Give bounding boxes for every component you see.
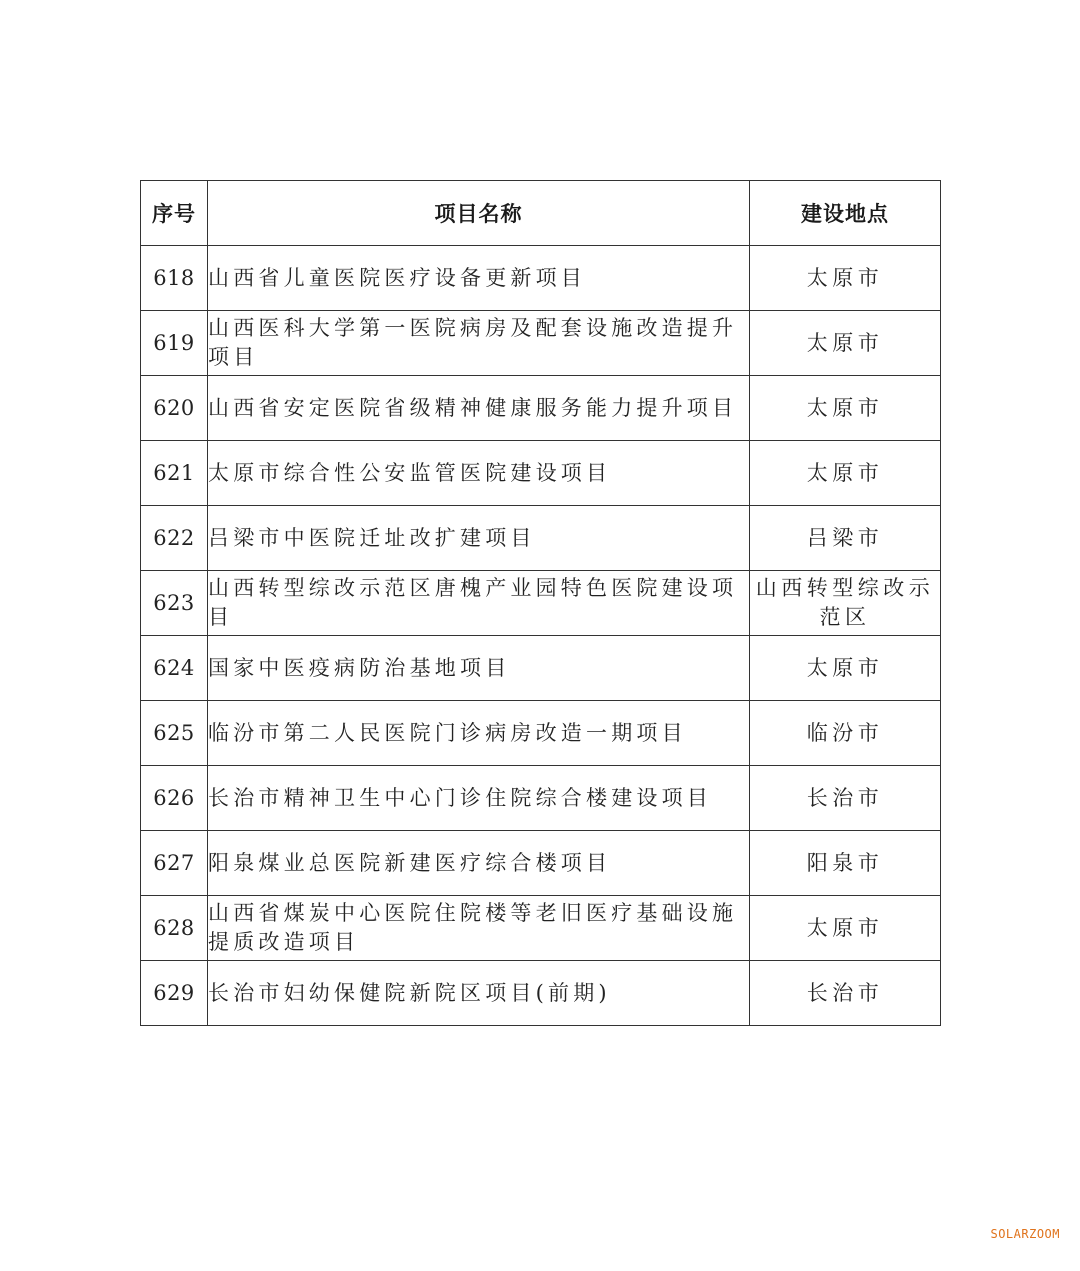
table-row bbox=[141, 961, 941, 1026]
row-serial-number: 619 bbox=[141, 311, 208, 376]
row-project-name: 阳泉煤业总医院新建医疗综合楼项目 bbox=[208, 831, 750, 896]
row-project-name: 国家中医疫病防治基地项目 bbox=[208, 636, 750, 701]
table-row bbox=[141, 636, 941, 701]
row-location: 山西转型综改示范区 bbox=[750, 571, 941, 636]
projects-table bbox=[140, 180, 941, 1026]
row-location: 吕梁市 bbox=[750, 506, 941, 571]
header-construction-location: 建设地点 bbox=[750, 181, 941, 246]
row-location: 长治市 bbox=[750, 766, 941, 831]
table-row bbox=[141, 766, 941, 831]
row-location: 太原市 bbox=[750, 376, 941, 441]
row-serial-number: 622 bbox=[141, 506, 208, 571]
row-serial-number: 627 bbox=[141, 831, 208, 896]
row-serial-number: 618 bbox=[141, 246, 208, 311]
row-location: 太原市 bbox=[750, 311, 941, 376]
row-location: 太原市 bbox=[750, 636, 941, 701]
row-serial-number: 624 bbox=[141, 636, 208, 701]
row-project-name: 吕梁市中医院迁址改扩建项目 bbox=[208, 506, 750, 571]
row-project-name: 临汾市第二人民医院门诊病房改造一期项目 bbox=[208, 701, 750, 766]
row-serial-number: 626 bbox=[141, 766, 208, 831]
row-project-name: 山西省儿童医院医疗设备更新项目 bbox=[208, 246, 750, 311]
header-project-name: 项目名称 bbox=[208, 181, 750, 246]
row-location: 太原市 bbox=[750, 246, 941, 311]
row-serial-number: 628 bbox=[141, 896, 208, 961]
row-project-name: 长治市精神卫生中心门诊住院综合楼建设项目 bbox=[208, 766, 750, 831]
row-serial-number: 625 bbox=[141, 701, 208, 766]
row-project-name: 太原市综合性公安监管医院建设项目 bbox=[208, 441, 750, 506]
table-row bbox=[141, 376, 941, 441]
row-location: 太原市 bbox=[750, 441, 941, 506]
row-project-name: 山西医科大学第一医院病房及配套设施改造提升项目 bbox=[208, 311, 750, 376]
row-serial-number: 620 bbox=[141, 376, 208, 441]
row-location: 阳泉市 bbox=[750, 831, 941, 896]
table-row bbox=[141, 571, 941, 636]
row-serial-number: 629 bbox=[141, 961, 208, 1026]
row-location: 太原市 bbox=[750, 896, 941, 961]
table-row bbox=[141, 246, 941, 311]
table-header-row bbox=[141, 181, 941, 246]
solarzoom-watermark: SOLARZOOM bbox=[990, 1227, 1060, 1241]
table-row bbox=[141, 311, 941, 376]
table-row bbox=[141, 441, 941, 506]
row-serial-number: 623 bbox=[141, 571, 208, 636]
header-serial-number: 序号 bbox=[141, 181, 208, 246]
row-location: 长治市 bbox=[750, 961, 941, 1026]
table-row bbox=[141, 701, 941, 766]
row-location: 临汾市 bbox=[750, 701, 941, 766]
row-serial-number: 621 bbox=[141, 441, 208, 506]
table-row bbox=[141, 896, 941, 961]
table-row bbox=[141, 506, 941, 571]
row-project-name: 长治市妇幼保健院新院区项目(前期) bbox=[208, 961, 750, 1026]
row-project-name: 山西转型综改示范区唐槐产业园特色医院建设项目 bbox=[208, 571, 750, 636]
row-project-name: 山西省安定医院省级精神健康服务能力提升项目 bbox=[208, 376, 750, 441]
row-project-name: 山西省煤炭中心医院住院楼等老旧医疗基础设施提质改造项目 bbox=[208, 896, 750, 961]
table-row bbox=[141, 831, 941, 896]
